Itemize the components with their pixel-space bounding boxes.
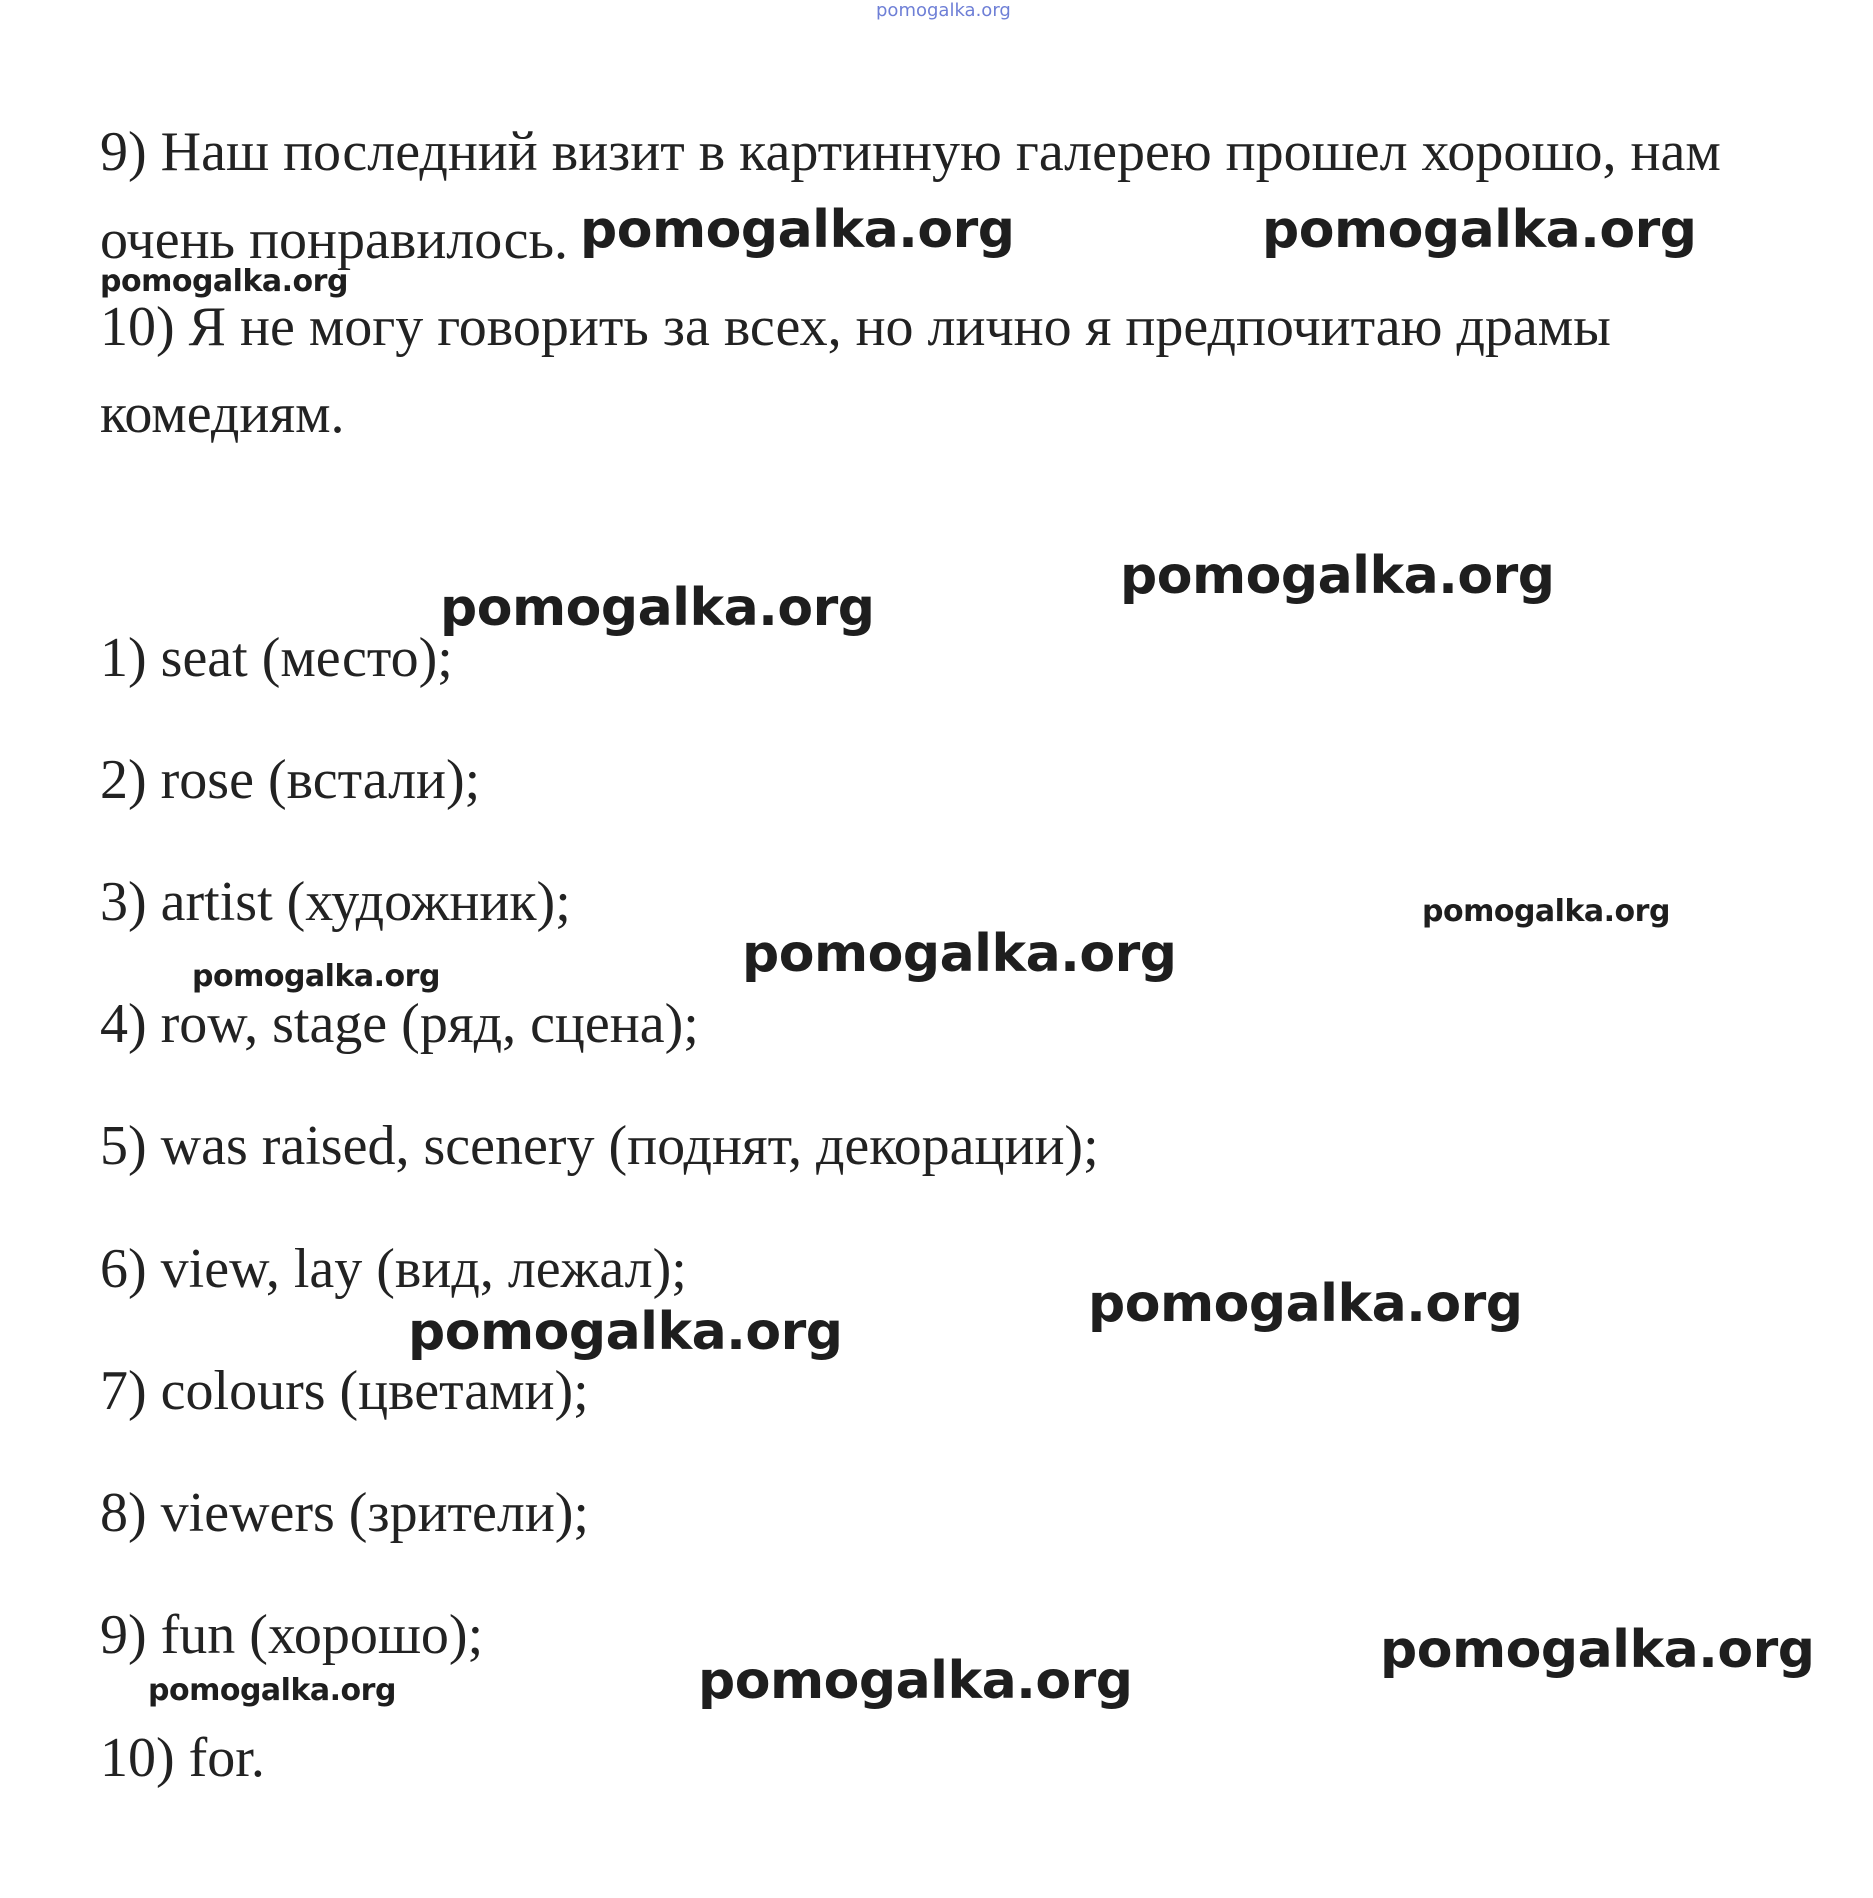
translation-line-9a: 9) Наш последний визит в картинную галерею прошел хорошо, нам xyxy=(100,121,1721,183)
answer-item-6: 6) view, lay (вид, лежал); xyxy=(100,1238,687,1300)
answer-item-2: 2) rose (встали); xyxy=(100,749,481,811)
watermark: pomogalka.org xyxy=(1380,1620,1815,1680)
watermark: pomogalka.org xyxy=(192,959,440,994)
watermark: pomogalka.org xyxy=(408,1302,843,1362)
translation-line-10a: 10) Я не могу говорить за всех, но лично я предпочитаю драмы xyxy=(100,296,1611,358)
watermark: pomogalka.org xyxy=(580,200,1015,260)
answer-item-5: 5) was raised, scenery (поднят, декорации); xyxy=(100,1115,1099,1177)
watermark: pomogalka.org xyxy=(100,264,348,299)
answer-item-9: 9) fun (хорошо); xyxy=(100,1604,484,1666)
watermark: pomogalka.org xyxy=(742,924,1177,984)
top-watermark: pomogalka.org xyxy=(876,0,1011,21)
watermark: pomogalka.org xyxy=(1262,200,1697,260)
answer-item-10: 10) for. xyxy=(100,1727,265,1789)
translation-line-9b: очень понравилось. xyxy=(100,209,569,271)
watermark: pomogalka.org xyxy=(440,578,875,638)
watermark: pomogalka.org xyxy=(698,1651,1133,1711)
answer-item-8: 8) viewers (зрители); xyxy=(100,1482,589,1544)
watermark: pomogalka.org xyxy=(1120,546,1555,606)
answer-item-3: 3) artist (художник); xyxy=(100,871,571,933)
translation-line-10b: комедиям. xyxy=(100,383,345,445)
answer-item-7: 7) colours (цветами); xyxy=(100,1360,589,1422)
watermark: pomogalka.org xyxy=(1088,1274,1523,1334)
watermark: pomogalka.org xyxy=(1422,894,1670,929)
answer-item-1: 1) seat (место); xyxy=(100,627,453,689)
watermark: pomogalka.org xyxy=(148,1673,396,1708)
answer-item-4: 4) row, stage (ряд, сцена); xyxy=(100,993,699,1055)
